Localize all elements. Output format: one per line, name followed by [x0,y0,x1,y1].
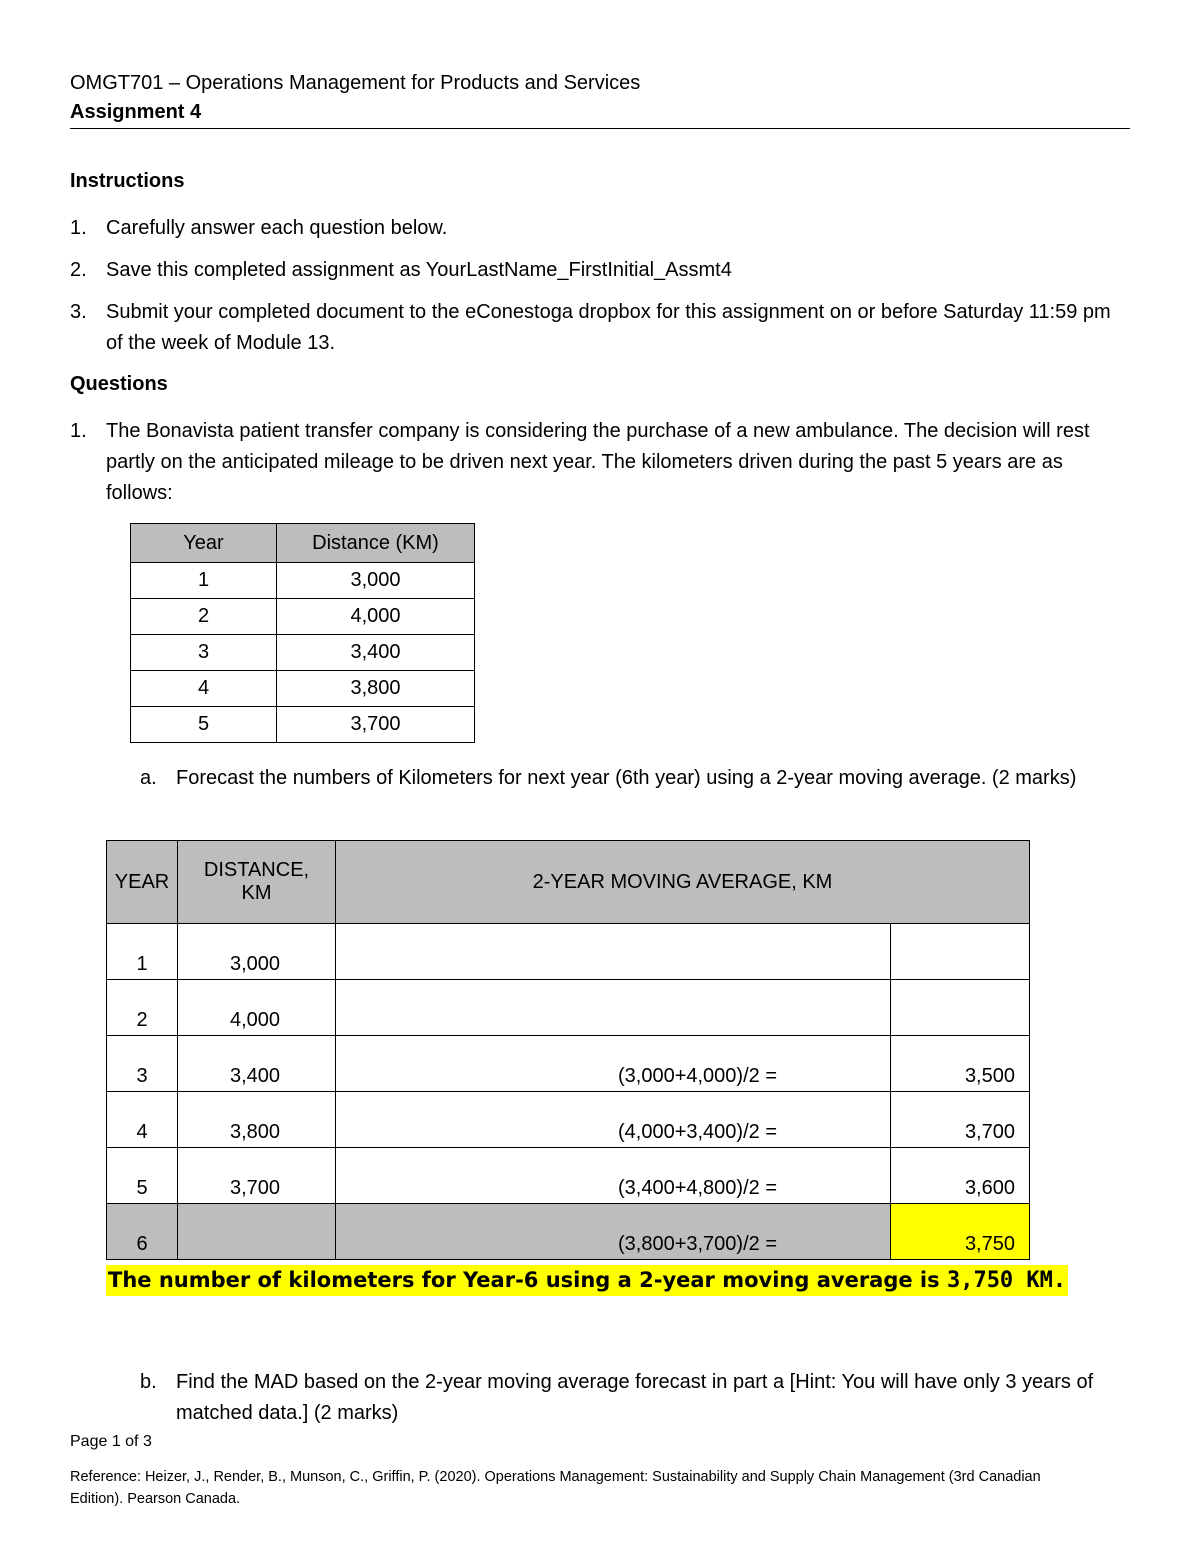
list-number: 2. [70,259,87,281]
answer-text: The number of kilometers for Year-6 using a 2-year moving average is [108,1268,947,1292]
year-cell: 1 [131,563,277,599]
result-cell [891,924,1030,980]
distance-cell: 3,400 [277,635,475,671]
part-b [140,1367,1100,1429]
year-cell: 5 [107,1148,178,1204]
part-a-text: Forecast the numbers of Kilometers for next year (6th year) using a 2-year moving average. (2 marks) [176,767,1077,789]
instruction-item [70,255,1130,286]
distance-cell: 3,000 [178,924,336,980]
distance-cell: 4,000 [277,599,475,635]
table-row [107,1036,1030,1092]
distance-cell: 3,400 [178,1036,336,1092]
list-letter: b. [140,1371,157,1393]
table-row [131,671,475,707]
course-title: OMGT701 – Operations Management for Products and Services [70,72,641,94]
distance-cell [178,1204,336,1260]
distance-cell: 3,000 [277,563,475,599]
result-cell: 3,500 [891,1036,1030,1092]
list-number: 3. [70,301,87,323]
assignment-title: Assignment 4 [70,101,202,123]
column-header: Distance (KM) [277,524,475,563]
part-a [140,763,1100,794]
distance-cell: 3,700 [178,1148,336,1204]
part-b-text: Find the MAD based on the 2-year moving average forecast in part a [Hint: You will have only 3 years of matched data.] (2 marks) [176,1371,1094,1424]
answer-statement [106,1265,1068,1296]
column-header: DISTANCE, KM [178,841,336,924]
formula-cell: (3,000+4,000)/2 = [336,1036,891,1092]
year-cell: 2 [131,599,277,635]
distance-cell: 3,700 [277,707,475,743]
year-cell: 2 [107,980,178,1036]
page-number: Page 1 of 3 [70,1433,152,1450]
list-letter: a. [140,767,157,789]
instruction-text: Save this completed assignment as YourLastName_FirstInitial_Assmt4 [106,259,732,281]
table-row [107,980,1030,1036]
forecast-result-cell: 3,750 [891,1204,1030,1260]
year-cell: 1 [107,924,178,980]
reference-footer: Reference: Heizer, J., Render, B., Munson, C., Griffin, P. (2020). Operations Management: Sustainability and Supply Chain Management (3rd Canadian Edition). Pearson Canada. [70,1469,1041,1507]
list-number: 1. [70,420,87,442]
instruction-text: Submit your completed document to the eConestoga dropbox for this assignment on or before Saturday 11:59 pm of the week of Module 13. [106,301,1111,354]
table-row [131,563,475,599]
year-cell: 6 [107,1204,178,1260]
table-row [107,924,1030,980]
distance-cell: 4,000 [178,980,336,1036]
column-header: YEAR [107,841,178,924]
table-row [107,1092,1030,1148]
distance-table [130,523,475,743]
moving-average-table [106,840,1030,1260]
year-cell: 3 [131,635,277,671]
column-header: Year [131,524,277,563]
instruction-item [70,213,1130,244]
instructions-heading: Instructions [70,170,185,192]
column-header: 2-YEAR MOVING AVERAGE, KM [336,841,1030,924]
answer-value: 3,750 KM. [946,1268,1067,1293]
year-cell: 5 [131,707,277,743]
forecast-row [107,1204,1030,1260]
year-cell: 3 [107,1036,178,1092]
list-number: 1. [70,217,87,239]
table-row [131,707,475,743]
question-item [70,416,1130,509]
distance-cell: 3,800 [277,671,475,707]
formula-cell [336,980,891,1036]
table-row [107,1148,1030,1204]
result-cell: 3,700 [891,1092,1030,1148]
result-cell: 3,600 [891,1148,1030,1204]
formula-cell: (3,800+3,700)/2 = [336,1204,891,1260]
table-row [131,635,475,671]
year-cell: 4 [107,1092,178,1148]
instruction-text: Carefully answer each question below. [106,217,448,239]
result-cell [891,980,1030,1036]
formula-cell [336,924,891,980]
table-row [131,599,475,635]
question-text: The Bonavista patient transfer company is considering the purchase of a new ambulance. The decision will rest partly on the anticipated mileage to be driven next year. The kilometers driven during the past 5 years are as follows: [106,420,1090,504]
questions-heading: Questions [70,373,168,395]
formula-cell: (4,000+3,400)/2 = [336,1092,891,1148]
year-cell: 4 [131,671,277,707]
header-divider [70,128,1130,129]
instruction-item [70,297,1130,359]
formula-cell: (3,400+4,800)/2 = [336,1148,891,1204]
distance-cell: 3,800 [178,1092,336,1148]
